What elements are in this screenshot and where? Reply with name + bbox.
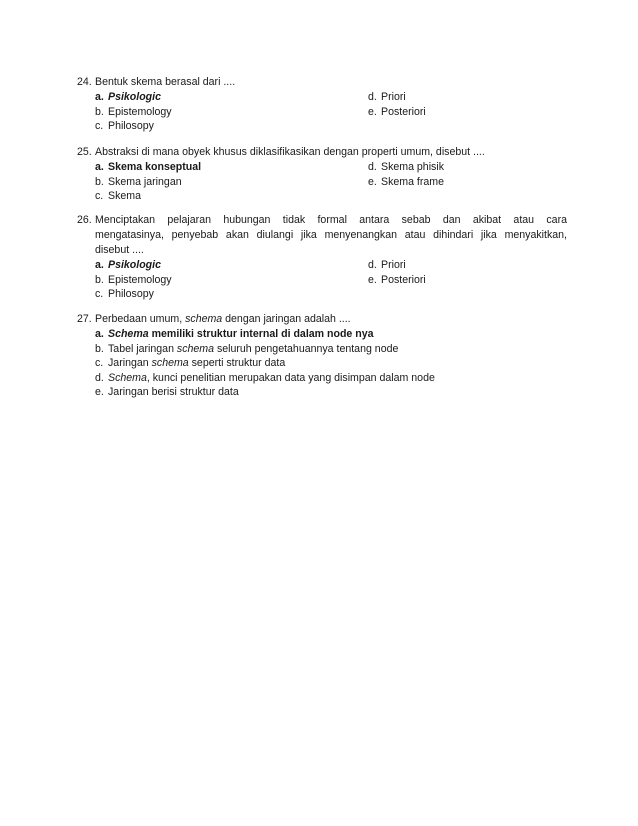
option-text: Skema frame [381, 175, 444, 188]
option-e: e. Jaringan berisi struktur data [95, 386, 239, 398]
option-b: b. Epistemology [95, 105, 172, 118]
option-a: a. Skema konseptual [95, 161, 202, 173]
option-c: c. Philosopy [95, 288, 154, 300]
option-d: d. Priori [368, 91, 406, 103]
question-24 [77, 75, 567, 134]
question-25 [77, 145, 567, 204]
question-stem [77, 75, 567, 90]
question-26 [77, 213, 567, 302]
option-c: c. Jaringan schema seperti struktur data [95, 357, 286, 369]
option-text: Jaringan berisi struktur data [108, 386, 239, 398]
option-text: Jaringan schema seperti struktur data [108, 357, 286, 369]
option-text: Philosopy [108, 120, 154, 132]
option-c: c. Philosopy [95, 120, 154, 132]
option-d: d. Schema, kunci penelitian merupakan data yang disimpan dalam node [95, 371, 435, 384]
option-e: e. Skema frame [368, 175, 444, 188]
option-b: b. Skema jaringan [95, 175, 182, 188]
question-text: Abstraksi di mana obyek khusus diklasifikasikan dengan properti umum, disebut .... [95, 146, 485, 158]
option-text: Skema phisik [381, 161, 444, 173]
question-text: Bentuk skema berasal dari .... [95, 76, 236, 88]
question-number: 27. [77, 313, 92, 325]
option-e: e. Posteriori [368, 105, 426, 118]
option-d: d. Priori [368, 259, 406, 271]
option-text: Psikologic [108, 259, 161, 271]
option-text: Skema jaringan [108, 175, 182, 188]
option-text: Posteriori [381, 105, 426, 118]
question-27 [77, 312, 567, 400]
option-text: Priori [381, 91, 406, 103]
options [95, 327, 567, 400]
option-d: d. Skema phisik [368, 161, 444, 173]
question-stem [77, 213, 567, 228]
option-text: Psikologic [108, 91, 161, 103]
question-number: 24. [77, 76, 92, 88]
options [95, 90, 567, 134]
options [95, 160, 567, 204]
option-text: Posteriori [381, 273, 426, 286]
question-number: 25. [77, 146, 92, 158]
question-text-line-2: mengatasinya, penyebab akan diulangi jika menyenangkan atau dihindari jika menyakitkan, [95, 229, 567, 241]
option-a: a. Schema memiliki struktur internal di dalam node nya [95, 328, 374, 340]
option-a: a. Psikologic [95, 91, 161, 103]
option-text: Schema, kunci penelitian merupakan data yang disimpan dalam node [108, 371, 435, 384]
option-text: Tabel jaringan schema seluruh pengetahuannya tentang node [108, 342, 399, 355]
option-text: Philosopy [108, 288, 154, 300]
option-text: Skema [108, 190, 141, 202]
question-stem [77, 145, 567, 160]
option-text: Epistemology [108, 105, 172, 118]
question-text-line-3: disebut .... [95, 244, 144, 256]
option-e: e. Posteriori [368, 273, 426, 286]
option-b: b. Tabel jaringan schema seluruh pengetahuannya tentang node [95, 342, 399, 355]
question-number: 26. [77, 214, 92, 226]
option-text: Priori [381, 259, 406, 271]
question-text: Perbedaan umum, schema dengan jaringan adalah .... [95, 313, 351, 325]
option-text: Epistemology [108, 273, 172, 286]
question-text-line-1: Menciptakan pelajaran hubungan tidak formal antara sebab dan akibat atau cara [95, 214, 567, 226]
option-text: Skema konseptual [108, 161, 202, 173]
option-c: c. Skema [95, 190, 141, 202]
option-b: b. Epistemology [95, 273, 172, 286]
option-text: Schema memiliki struktur internal di dalam node nya [108, 328, 374, 340]
options [95, 258, 567, 302]
question-stem [77, 312, 567, 327]
option-a: a. Psikologic [95, 259, 161, 271]
